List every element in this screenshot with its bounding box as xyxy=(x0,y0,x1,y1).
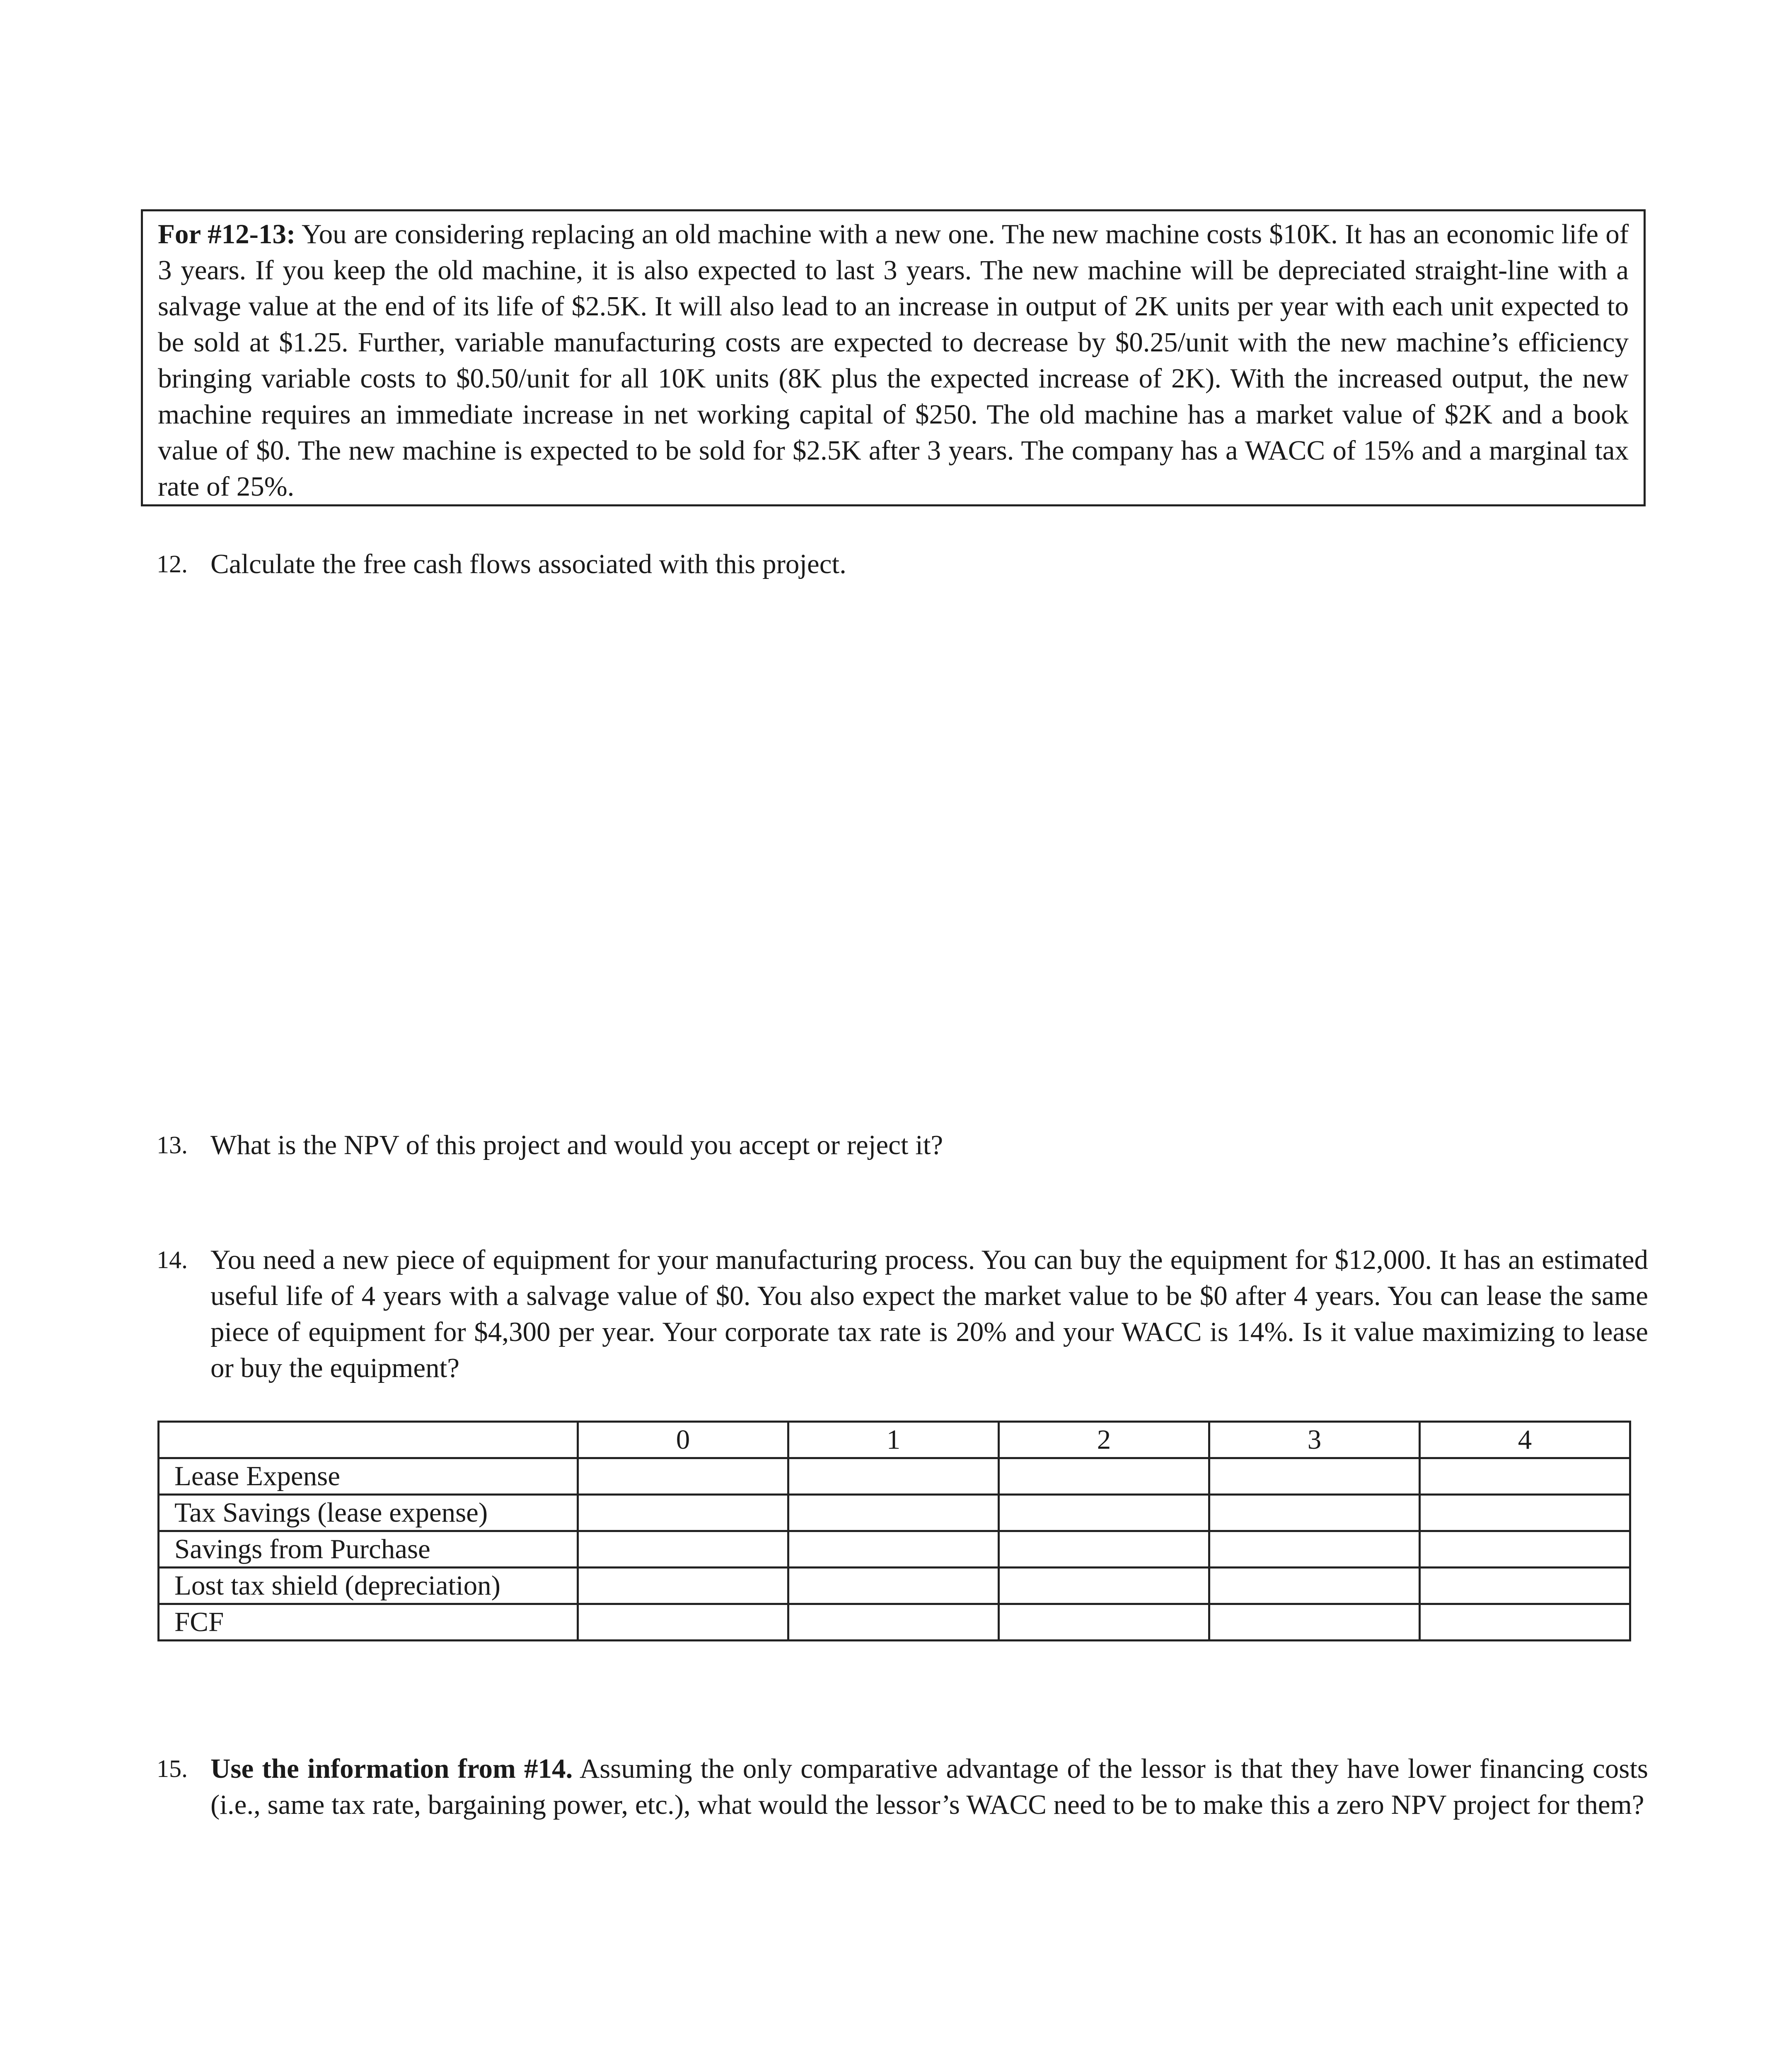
problem-setup-box xyxy=(141,209,1646,506)
question-number: 13. xyxy=(157,1131,188,1159)
answer-cell xyxy=(1420,1568,1630,1604)
question-text xyxy=(210,1751,1648,1823)
answer-cell xyxy=(788,1458,999,1495)
question-number: 15. xyxy=(157,1755,188,1782)
table-row xyxy=(159,1458,1630,1495)
question-text: You need a new piece of equipment for your manufacturing process. You can buy the equipment for $12,000. It has an estimated useful life of 4 years with a salvage value of $0. You also expect the market value to be $0 after 4 years. You can lease the same piece of equipment for $4,300 per year. Your corporate tax rate is 20% and your WACC is 14%. Is it value maximizing to lease or buy the equipment? xyxy=(210,1244,1648,1383)
answer-cell xyxy=(1420,1495,1630,1531)
answer-cell xyxy=(578,1568,788,1604)
answer-cell xyxy=(788,1568,999,1604)
year-header: 1 xyxy=(788,1422,999,1458)
answer-cell xyxy=(578,1604,788,1641)
row-label: Lost tax shield (depreciation) xyxy=(159,1568,578,1604)
answer-cell xyxy=(1209,1604,1420,1641)
table-header-row xyxy=(159,1422,1630,1458)
answer-cell xyxy=(578,1495,788,1531)
year-header: 3 xyxy=(1209,1422,1420,1458)
answer-cell xyxy=(999,1495,1209,1531)
table-row xyxy=(159,1568,1630,1604)
question-number: 14. xyxy=(157,1246,188,1273)
question-body: Assuming the only comparative advantage of the lessor is that they have lower financing costs (i.e., same tax rate, bargaining power, etc.), what would the lessor’s WACC need to be to make this a zero NPV project for them? xyxy=(210,1753,1649,1820)
answer-cell xyxy=(788,1531,999,1568)
answer-cell xyxy=(999,1568,1209,1604)
answer-cell xyxy=(578,1531,788,1568)
row-label: Tax Savings (lease expense) xyxy=(159,1495,578,1531)
answer-cell xyxy=(999,1531,1209,1568)
row-label: FCF xyxy=(159,1604,578,1641)
answer-cell xyxy=(1209,1531,1420,1568)
answer-cell xyxy=(1420,1458,1630,1495)
question-text: What is the NPV of this project and would you accept or reject it? xyxy=(210,1130,943,1160)
table-row xyxy=(159,1604,1630,1641)
question-number: 12. xyxy=(157,550,188,578)
row-label: Savings from Purchase xyxy=(159,1531,578,1568)
answer-cell xyxy=(788,1495,999,1531)
answer-cell xyxy=(1209,1495,1420,1531)
lease-vs-buy-table xyxy=(157,1421,1631,1641)
answer-cell xyxy=(1420,1531,1630,1568)
year-header: 2 xyxy=(999,1422,1209,1458)
table-corner-cell xyxy=(159,1422,578,1458)
setup-label: For #12-13: xyxy=(158,219,296,249)
question-bold-lead: Use the information from #14. xyxy=(210,1753,573,1784)
answer-cell xyxy=(788,1604,999,1641)
answer-cell xyxy=(578,1458,788,1495)
question-text: Calculate the free cash flows associated with this project. xyxy=(210,549,846,579)
answer-cell xyxy=(1209,1568,1420,1604)
answer-cell xyxy=(1420,1604,1630,1641)
answer-cell xyxy=(1209,1458,1420,1495)
year-header: 4 xyxy=(1420,1422,1630,1458)
answer-cell xyxy=(999,1458,1209,1495)
answer-cell xyxy=(999,1604,1209,1641)
row-label: Lease Expense xyxy=(159,1458,578,1495)
table-row xyxy=(159,1531,1630,1568)
year-header: 0 xyxy=(578,1422,788,1458)
table-row xyxy=(159,1495,1630,1531)
setup-text: You are considering replacing an old machine with a new one. The new machine costs $10K. It has an economic life of 3 years. If you keep the old machine, it is also expected to last 3 years. The new machine will be depreciated straight-line with a salvage value at the end of its life of $2.5K. It will also lead to an increase in output of 2K units per year with each unit expected to be sold at $1.25. Further, variable manufacturing costs are expected to decrease by $0.25/unit with the new machine’s efficiency bringing variable costs to $0.50/unit for all 10K units (8K plus the expected increase of 2K). With the increased output, the new machine requires an immediate increase in net working capital of $250. The old machine has a market value of $2K and a book value of $0. The new machine is expected to be sold for $2.5K after 3 years. The company has a WACC of 15% and a marginal tax rate of 25%. xyxy=(158,219,1629,502)
